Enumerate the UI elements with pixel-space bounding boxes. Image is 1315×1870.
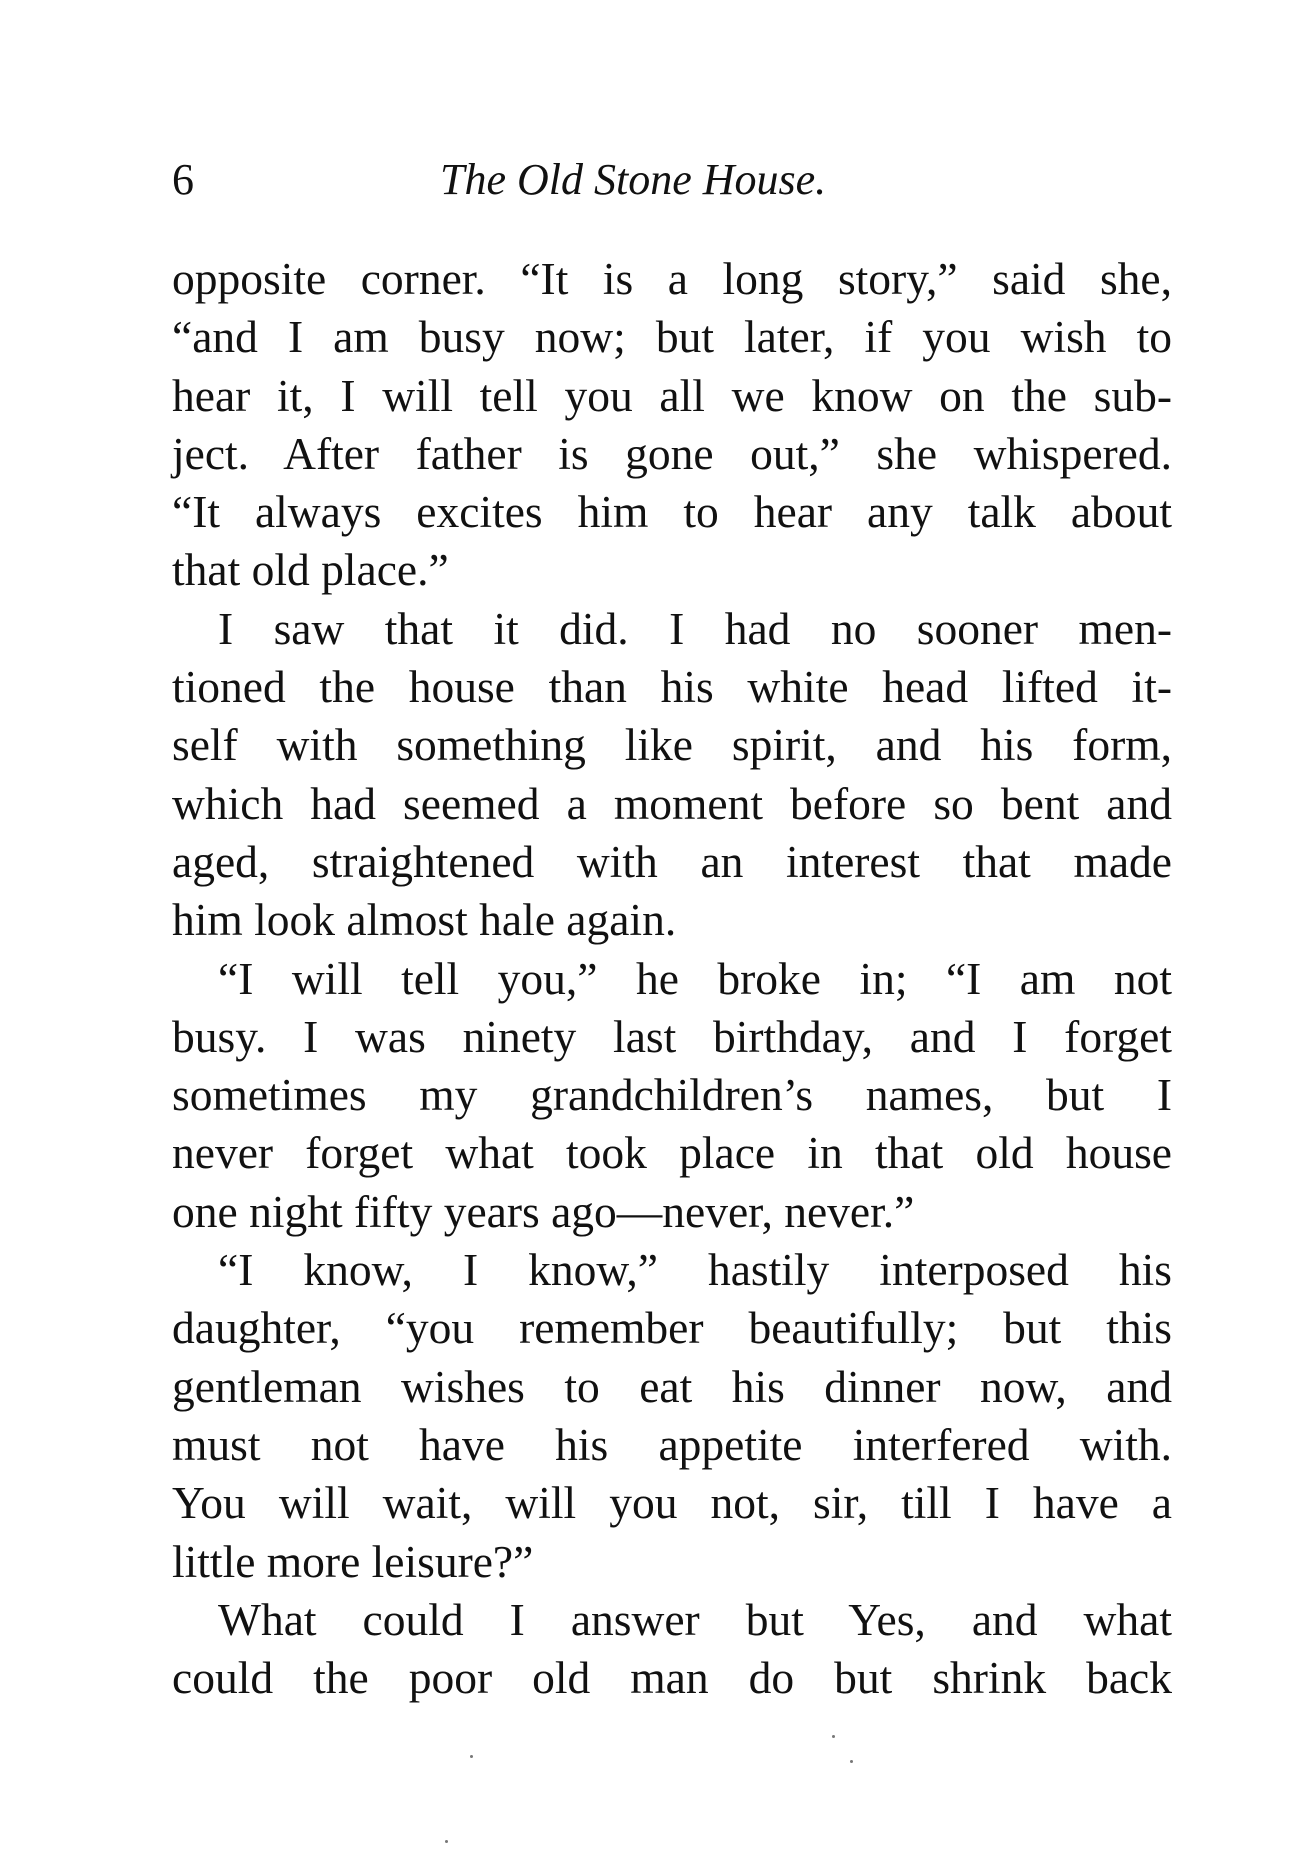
text-line: tioned the house than his white head lifted it- xyxy=(172,661,1172,713)
text-line: gentleman wishes to eat his dinner now, and xyxy=(172,1360,1172,1412)
text-line: “I know, I know,” hastily interposed his xyxy=(218,1244,1172,1296)
text-line: ject. After father is gone out,” she whispered. xyxy=(172,427,1172,479)
text-line: What could I answer but Yes, and what xyxy=(218,1593,1172,1645)
text-line: self with something like spirit, and his form, xyxy=(172,719,1172,771)
running-title: The Old Stone House. xyxy=(440,155,827,204)
text-line: little more leisure?” xyxy=(172,1535,534,1587)
running-head xyxy=(172,150,1172,210)
text-line: aged, straightened with an interest that made xyxy=(172,835,1172,887)
text-line: daughter, “you remember beautifully; but this xyxy=(172,1302,1172,1354)
text-line: “and I am busy now; but later, if you wish to xyxy=(172,311,1172,363)
paper-speck xyxy=(832,1735,835,1738)
text-line: I saw that it did. I had no sooner men- xyxy=(218,602,1172,654)
text-line: busy. I was ninety last birthday, and I forget xyxy=(172,1010,1172,1062)
text-line: him look almost hale again. xyxy=(172,894,677,946)
text-line: “It always excites him to hear any talk about xyxy=(172,486,1172,538)
text-line: sometimes my grandchildren’s names, but I xyxy=(172,1069,1172,1121)
text-line: “I will tell you,” he broke in; “I am not xyxy=(218,952,1172,1004)
text-line: opposite corner. “It is a long story,” said she, xyxy=(172,253,1172,304)
paper-speck xyxy=(470,1755,473,1758)
text-line: that old place.” xyxy=(172,544,449,596)
paper-speck xyxy=(445,1840,448,1843)
body-text xyxy=(172,250,1172,1707)
text-line: You will wait, will you not, sir, till I have a xyxy=(172,1477,1172,1529)
text-line: hear it, I will tell you all we know on the sub- xyxy=(172,369,1172,421)
paper-speck xyxy=(850,1760,853,1763)
text-line: could the poor old man do but shrink back xyxy=(172,1652,1172,1704)
text-line: which had seemed a moment before so bent and xyxy=(172,777,1172,829)
text-line: never forget what took place in that old house xyxy=(172,1127,1172,1179)
text-line: must not have his appetite interfered with. xyxy=(172,1418,1172,1470)
text-line: one night fifty years ago—never, never.” xyxy=(172,1185,915,1237)
page-number: 6 xyxy=(172,155,194,204)
